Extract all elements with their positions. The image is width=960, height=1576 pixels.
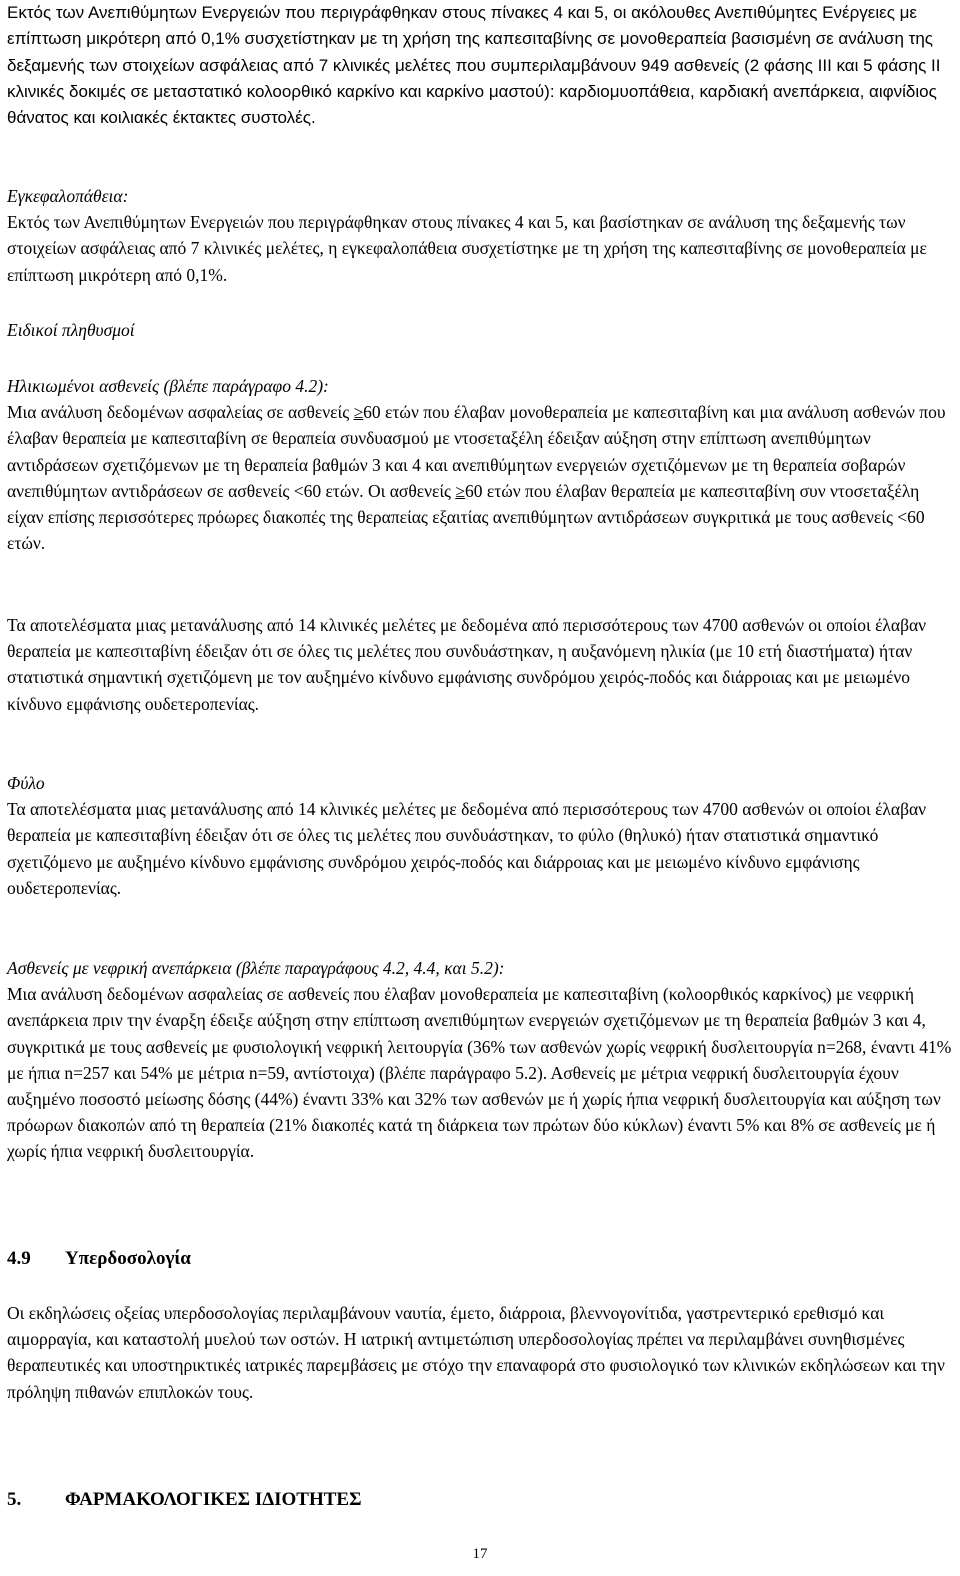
gender-heading: Φύλο	[7, 773, 45, 793]
renal-text: Μια ανάλυση δεδομένων ασφαλείας σε ασθενείς που έλαβαν μονοθεραπεία με καπεσιταβίνη (κολοορθικός καρκίνος) με νεφρική ανεπάρκεια πριν την έναρξη έδειξε αύξηση στην επίπτωση ανεπιθύμητων ενεργειών σχετιζόμενων με τη θεραπεία βαθμών 3 και 4, συγκριτικά με τους ασθενείς με φυσιολογική νεφρική λειτουργία (36% των ασθενών χωρίς νεφρική δυσλειτουργία n=268, έναντι 41% με ήπια n=257 και 54% με μέτρια n=59, αντίστοιχα) (βλέπε παράγραφο 5.2). Ασθενείς με μέτρια νεφρική δυσλειτουργία έχουν αυξημένο ποσοστό μείωσης δόσης (44%) έναντι 33% και 32% των ασθενών με ή χωρίς ήπια νεφρική δυσλειτουργία και αύξηση των πρόωρων διακοπών από τη θεραπεία (21% διακοπές κατά τη διάρκεια των πρώτων δύο κύκλων) έναντι 5% και 8% σε ασθενείς με ή χωρίς ήπια νεφρική δυσλειτουργία.	[7, 984, 952, 1162]
renal-heading: Ασθενείς με νεφρική ανεπάρκεια (βλέπε παραγράφους 4.2, 4.4, και 5.2):	[7, 958, 505, 978]
greater-equal-symbol: ≥	[353, 402, 364, 423]
section-renal-impairment	[7, 955, 953, 1165]
gender-text: Τα αποτελέσματα μιας μετανάλυσης από 14 κλινικές μελέτες με δεδομένα από περισσότερους των 4700 ασθενών οι οποίοι έλαβαν θεραπεία με καπεσιταβίνη έδειξαν ότι σε όλες τις μελέτες που συνδυάστηκαν, το φύλο (θηλυκό) ήταν στατιστικά σημαντικό σχετιζόμενο με αυξημένο κίνδυνο εμφάνισης συνδρόμου χειρός-ποδός και διάρροιας και με μειωμένο κίνδυνο εμφάνισης ουδετεροπενίας.	[7, 799, 927, 898]
elderly-heading: Ηλικιωμένοι ασθενείς (βλέπε παράγραφο 4.2):	[7, 376, 329, 396]
special-populations-heading: Ειδικοί πληθυσμοί	[7, 320, 135, 340]
elderly-text: Μια ανάλυση δεδομένων ασφαλείας σε ασθενείς ≥60 ετών που έλαβαν μονοθεραπεία με καπεσιταβίνη και μια ανάλυση ασθενών που έλαβαν θεραπεία με καπεσιταβίνη σε θεραπεία συνδυασμού με ντοσεταξέλη έδειξαν αύξηση στην επίπτωση ανεπιθύμητων αντιδράσεων σχετιζόμενων με τη θεραπεία βαθμών 3 και 4 και ανεπιθύμητων ενεργειών σχετιζόμενων με τη θεραπεία σοβαρών ανεπιθύμητων αντιδράσεων σε ασθενείς <60 ετών. Οι ασθενείς ≥60 ετών που έλαβαν θεραπεία με καπεσιταβίνη συν ντοσεταξέλη είχαν επίσης περισσότερες πρόωρες διακοπές της θεραπείας εξαιτίας ανεπιθύμητων αντιδράσεων συγκριτικά με τους ασθενείς <60 ετών.	[7, 402, 946, 554]
overdose-paragraph: Οι εκδηλώσεις οξείας υπερδοσολογίας περιλαμβάνουν ναυτία, έμετο, διάρροια, βλεννογονίτιδα, γαστρεντερικό ερεθισμό και αιμορραγία, και καταστολή μυελού των οστών. Η ιατρική αντιμετώπιση υπερδοσολογίας πρέπει να περιλαμβάνει συνηθισμένες θεραπευτικές και υποστηρικτικές ιατρικές παρεμβάσεις με στόχο την επαναφορά στο φυσιολογικό των κλινικών εκδηλώσεων και την πρόληψη πιθανών επιπλοκών τους.	[7, 1303, 945, 1402]
paragraph-additional-adverse-reactions: Εκτός των Ανεπιθύμητων Ενεργειών που περιγράφθηκαν στους πίνακες 4 και 5, οι ακόλουθες Ανεπιθύμητες Ενέργειες με επίπτωση μικρότερη από 0,1% συσχετίστηκαν με τη χρήση της καπεσιταβίνης σε μονοθεραπεία βασισμένη σε ανάλυση της δεξαμενής των στοιχείων ασφάλειας από 7 κλινικές μελέτες που συμπεριλαμβάνουν 949 ασθενείς (2 φάσης ΙΙΙ και 5 φάσης ΙΙ κλινικές δοκιμές σε μεταστατικό κολοορθικό καρκίνο και καρκίνο μαστού): καρδιομυοπάθεια, καρδιακή ανεπάρκεια, αιφνίδιος θάνατος και κοιλιακές έκτακτες συστολές.	[7, 3, 941, 128]
section-5-heading: 5. ΦΑΡΜΑΚΟΛΟΓΙΚΕΣ ΙΔΙΟΤΗΤΕΣ	[7, 1489, 362, 1510]
section-encephalopathy	[7, 183, 953, 288]
section-elderly	[7, 373, 953, 556]
meta-analysis-age-paragraph: Τα αποτελέσματα μιας μετανάλυσης από 14 κλινικές μελέτες με δεδομένα από περισσότερους των 4700 ασθενών οι οποίοι έλαβαν θεραπεία με καπεσιταβίνη έδειξαν ότι σε όλες τις μελέτες που συνδυάστηκαν, η αυξανόμενη ηλικία (με 10 ετή διαστήματα) ήταν στατιστικά σημαντική σχετιζόμενη με τον αυξημένο κίνδυνο εμφάνισης συνδρόμου χειρός-ποδός και διάρροιας και με μειωμένο κίνδυνο εμφάνισης ουδετεροπενίας.	[7, 615, 927, 714]
section-gender	[7, 770, 953, 901]
greater-equal-symbol: ≥	[455, 480, 465, 501]
page-number: 17	[472, 1546, 488, 1562]
section-4-9-heading: 4.9 Υπερδοσολογία	[7, 1248, 191, 1269]
encephalopathy-heading: Εγκεφαλοπάθεια:	[7, 186, 129, 206]
encephalopathy-text: Εκτός των Ανεπιθύμητων Ενεργειών που περιγράφθηκαν στους πίνακες 4 και 5, και βασίστηκαν σε ανάλυση της δεξαμενής των στοιχείων ασφάλειας από 7 κλινικές μελέτες, η εγκεφαλοπάθεια συσχετίστηκε με τη χρήση της καπεσιταβίνης σε μονοθεραπεία με επίπτωση μικρότερη από 0,1%.	[7, 212, 927, 285]
